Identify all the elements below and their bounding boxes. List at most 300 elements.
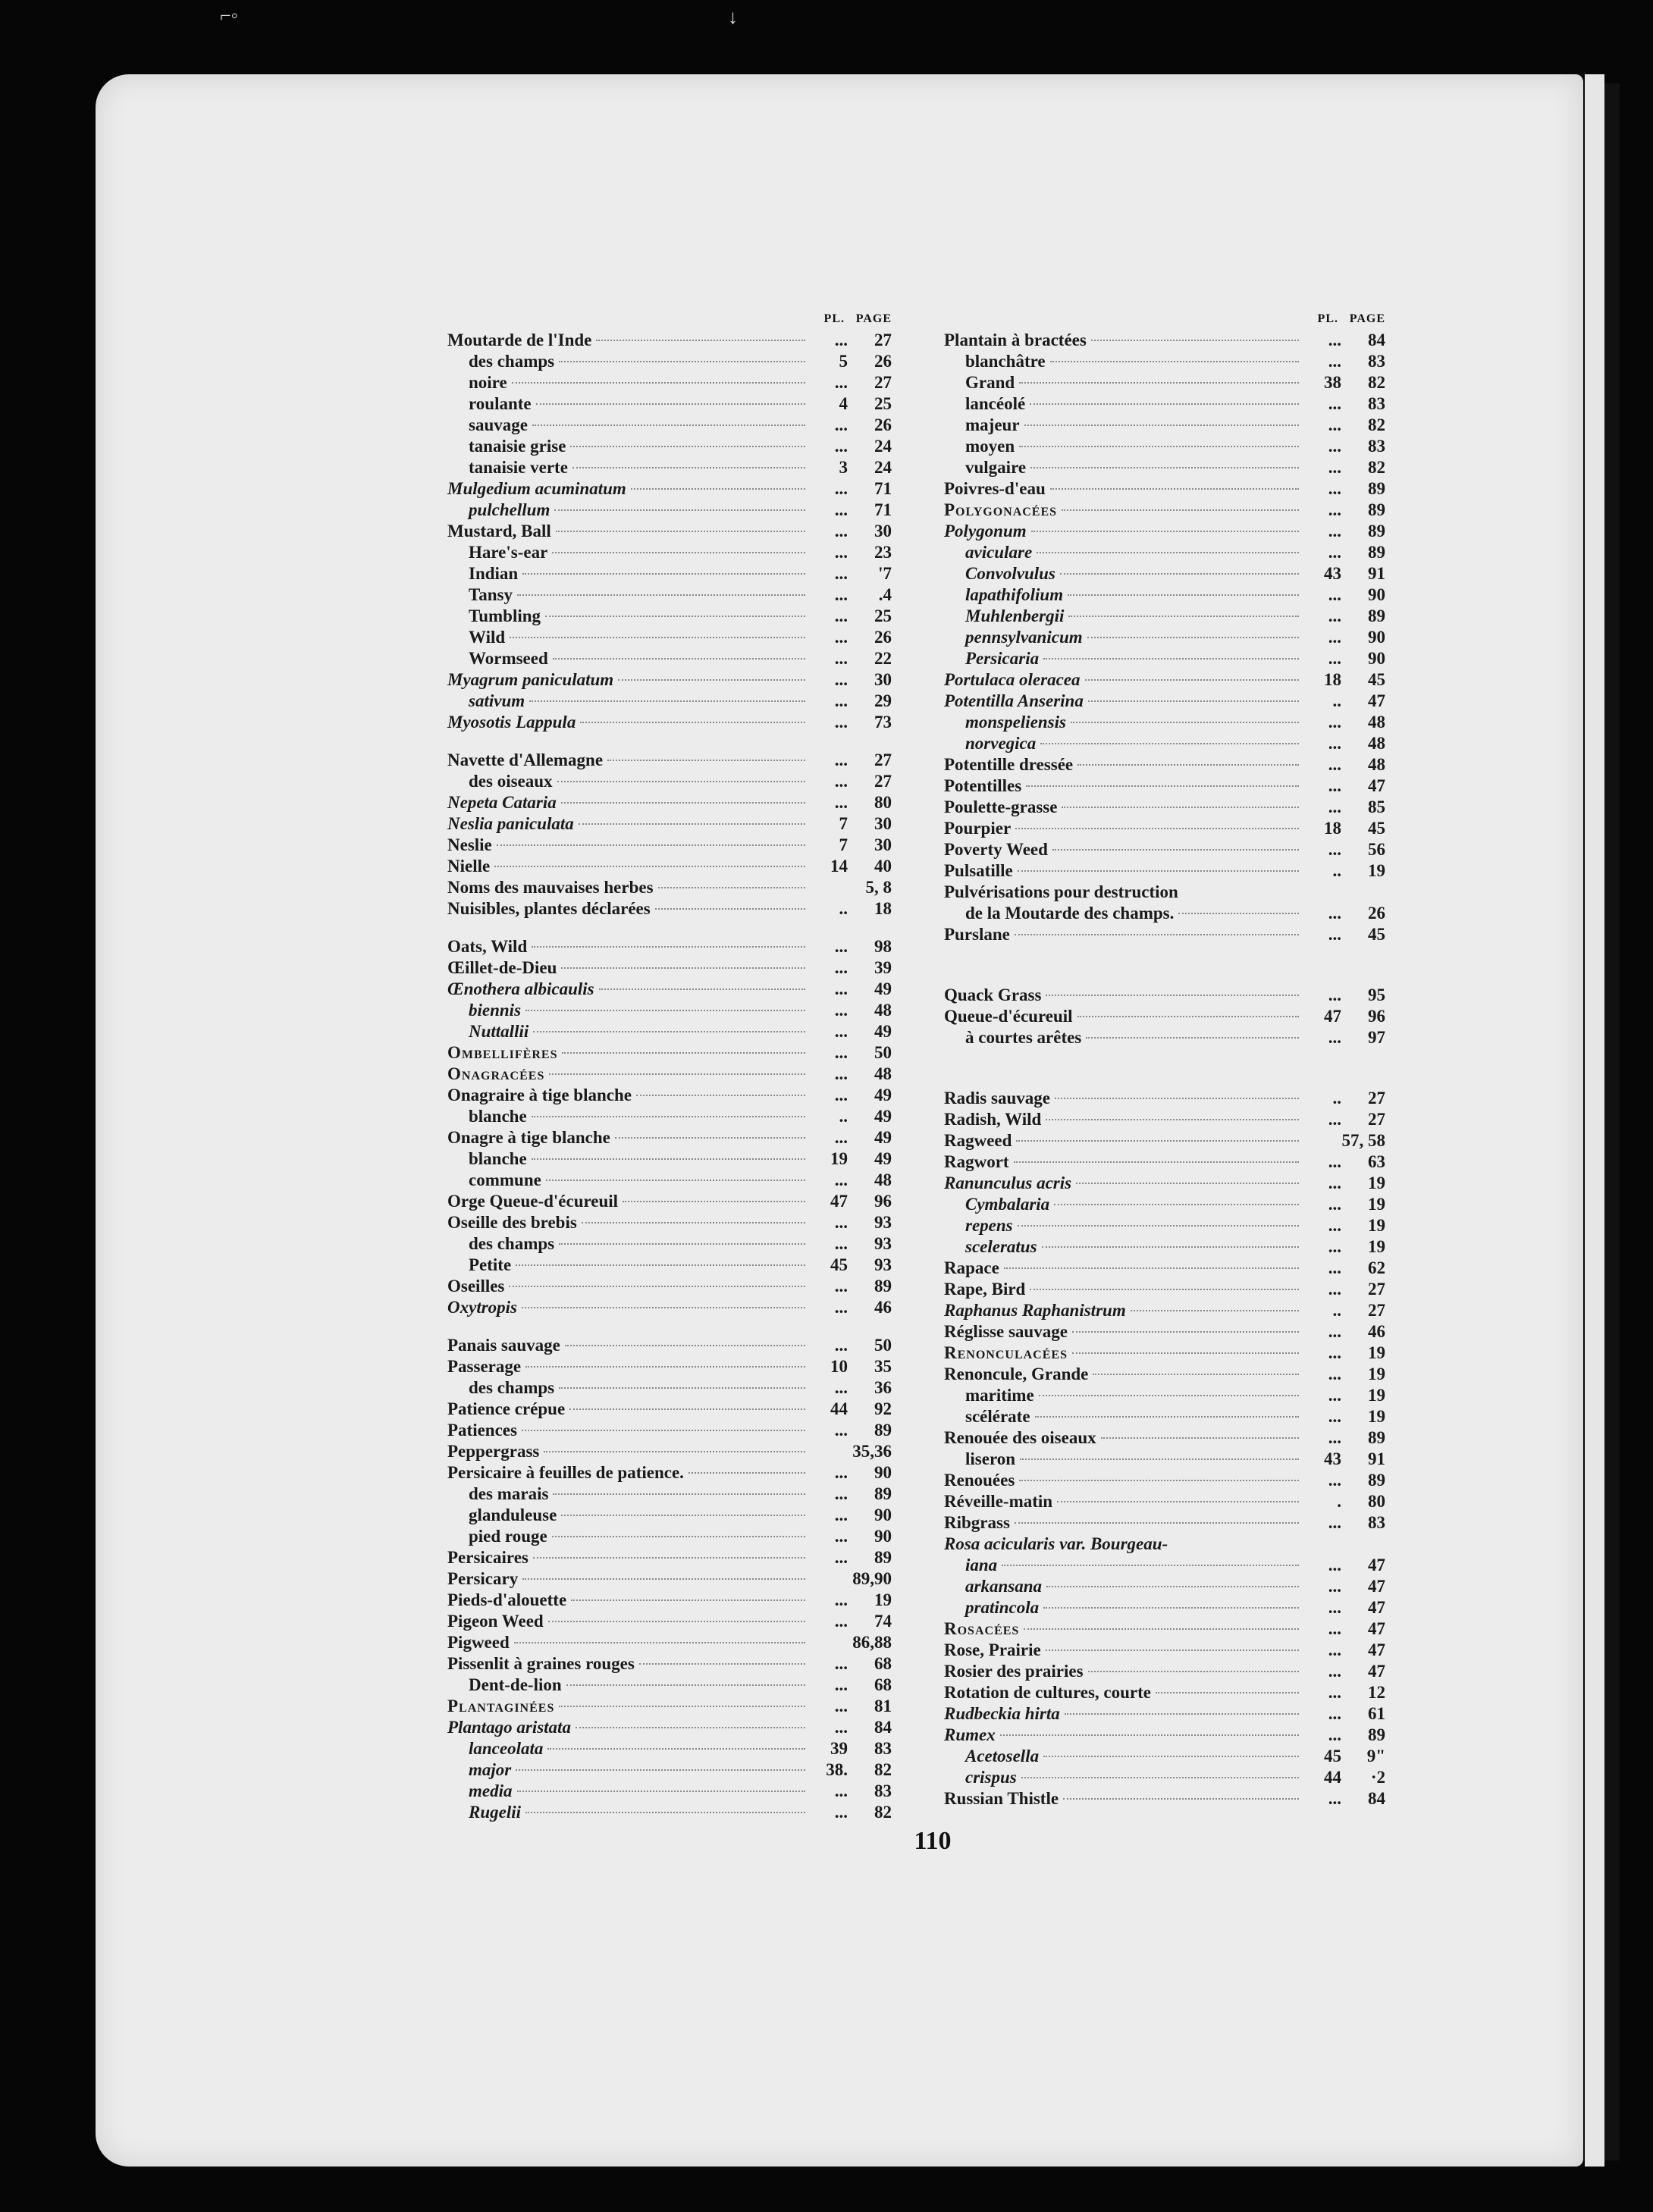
entry-plate: ... xyxy=(834,1234,848,1253)
entry-page: 85 xyxy=(1368,797,1385,816)
entry-name: major xyxy=(469,1760,512,1779)
index-entry xyxy=(447,585,892,606)
entry-plate: ... xyxy=(834,750,848,769)
index-entry xyxy=(944,1343,1385,1364)
leader-dots xyxy=(1046,1119,1299,1120)
entry-page: 91 xyxy=(1368,1449,1385,1468)
entry-name: Purslane xyxy=(944,925,1010,944)
entry-plate: ... xyxy=(1328,1556,1341,1574)
entry-plate: ... xyxy=(1328,628,1341,647)
entry-page: 48 xyxy=(874,1170,892,1189)
index-entry xyxy=(447,649,892,670)
entry-name: des champs xyxy=(469,1234,555,1253)
index-entry xyxy=(447,628,892,649)
index-entry xyxy=(944,415,1385,437)
index-entry xyxy=(944,1237,1385,1258)
index-entry xyxy=(447,331,892,352)
leader-dots xyxy=(522,573,805,575)
entry-page: 30 xyxy=(874,670,892,689)
entry-page: 30 xyxy=(874,814,892,833)
entry-page: 97 xyxy=(1368,1028,1385,1047)
leader-dots xyxy=(623,1201,805,1202)
leader-dots xyxy=(1043,1756,1299,1757)
entry-name: Œillet-de-Dieu xyxy=(447,958,557,977)
leader-dots xyxy=(1131,1310,1299,1311)
entry-plate: ... xyxy=(1328,734,1341,753)
entry-plate: ... xyxy=(834,522,848,540)
entry-name: Peppergrass xyxy=(447,1442,540,1461)
entry-name: Nuisibles, plantes déclarées xyxy=(447,899,651,918)
leader-dots xyxy=(536,403,805,405)
index-entry xyxy=(447,522,892,543)
entry-plate: ... xyxy=(834,543,848,562)
entry-name: Moutarde de l'Inde xyxy=(447,331,592,349)
entry-name: pulchellum xyxy=(469,500,550,519)
entry-page: 49 xyxy=(874,979,892,998)
entry-plate: ... xyxy=(834,1590,848,1609)
entry-name: Poivres-d'eau xyxy=(944,479,1046,498)
entry-name: Nuttallii xyxy=(469,1022,529,1041)
entry-plate: ... xyxy=(834,1064,848,1083)
entry-name: Ombellifères xyxy=(447,1043,558,1062)
entry-page: 89 xyxy=(1368,1471,1385,1490)
index-entry xyxy=(944,1662,1385,1683)
entry-name: roulante xyxy=(469,394,532,413)
entry-name: blanchâtre xyxy=(965,352,1046,371)
leader-dots xyxy=(658,887,805,888)
index-entry xyxy=(447,1298,892,1319)
leader-dots xyxy=(566,1684,805,1686)
index-entry xyxy=(944,1619,1385,1640)
entry-page: 27 xyxy=(874,331,892,349)
header-pl: PL. xyxy=(1317,312,1338,325)
entry-page: 89,90 xyxy=(852,1569,892,1588)
entry-name: Renouée des oiseaux xyxy=(944,1428,1096,1447)
leader-dots xyxy=(1019,382,1299,384)
entry-page: 57, 58 xyxy=(1341,1131,1385,1150)
index-entry xyxy=(944,1534,1385,1556)
index-entry xyxy=(944,1768,1385,1789)
leader-dots xyxy=(1046,1650,1299,1651)
entry-name: Neslie xyxy=(447,835,492,854)
entry-page: 83 xyxy=(1368,394,1385,413)
index-entry xyxy=(944,776,1385,797)
leader-dots xyxy=(557,781,805,782)
index-entry xyxy=(447,1170,892,1192)
leader-dots xyxy=(561,802,805,804)
index-entry xyxy=(944,1789,1385,1810)
entry-page: 46 xyxy=(1368,1322,1385,1341)
leader-dots xyxy=(546,1180,805,1181)
index-entry xyxy=(944,925,1385,946)
index-entry xyxy=(447,1484,892,1505)
leader-dots xyxy=(1004,1267,1299,1269)
index-entry xyxy=(944,1089,1385,1110)
leader-dots xyxy=(1002,1565,1299,1566)
entry-page: 90 xyxy=(1368,649,1385,668)
entry-page: 27 xyxy=(874,772,892,791)
entry-name: Nepeta Cataria xyxy=(447,793,557,812)
entry-plate: ... xyxy=(1328,479,1341,498)
entry-plate: .. xyxy=(1332,1089,1341,1108)
entry-page: 19 xyxy=(1368,861,1385,880)
entry-page: 27 xyxy=(874,373,892,392)
entry-name: Rosa acicularis var. Bourgeau- xyxy=(944,1534,1168,1553)
entry-plate: 38. xyxy=(826,1760,848,1779)
entry-page: 89 xyxy=(1368,500,1385,519)
entry-page: 50 xyxy=(874,1043,892,1062)
entry-page: 68 xyxy=(874,1675,892,1694)
leader-dots xyxy=(615,1137,805,1139)
entry-page: 74 xyxy=(874,1612,892,1631)
index-entries xyxy=(447,331,892,1824)
entry-name: pennsylvanicum xyxy=(965,628,1083,647)
entry-name: lapathifolium xyxy=(965,585,1064,604)
entry-name: tanaisie grise xyxy=(469,437,566,456)
leader-dots xyxy=(559,1387,805,1389)
leader-dots xyxy=(1071,722,1299,723)
entry-name: lancéolé xyxy=(965,394,1026,413)
entry-name: Polygonum xyxy=(944,522,1027,540)
leader-dots xyxy=(631,488,805,490)
entry-page: 19 xyxy=(1368,1237,1385,1256)
entry-name: Myosotis Lappula xyxy=(447,713,576,732)
leader-dots xyxy=(1088,1671,1299,1672)
entry-name: Pulvérisations pour destruction xyxy=(944,882,1178,901)
index-entry xyxy=(447,1718,892,1739)
index-entry xyxy=(944,352,1385,373)
index-entry xyxy=(944,1747,1385,1768)
index-entry xyxy=(944,1131,1385,1152)
entry-name: Potentilla Anserina xyxy=(944,691,1084,710)
entry-name: tanaisie verte xyxy=(469,458,568,477)
index-entry xyxy=(944,734,1385,755)
header-pl: PL. xyxy=(823,312,845,325)
index-entries xyxy=(944,331,1385,1810)
entry-name: Poverty Weed xyxy=(944,840,1048,859)
entry-page: 46 xyxy=(874,1298,892,1317)
entry-plate: 18 xyxy=(1324,670,1341,689)
entry-plate: ... xyxy=(1328,1640,1341,1659)
entry-plate: ... xyxy=(1328,1598,1341,1617)
entry-page: 45 xyxy=(1368,925,1385,944)
index-entry xyxy=(447,857,892,878)
entry-page: 47 xyxy=(1368,1577,1385,1596)
entry-name: arkansana xyxy=(965,1577,1042,1596)
leader-dots xyxy=(545,616,805,617)
entry-name: Indian xyxy=(469,564,519,583)
entry-page: 83 xyxy=(874,1781,892,1800)
entry-name: pied rouge xyxy=(469,1527,547,1546)
entry-page: 27 xyxy=(1368,1301,1385,1320)
entry-page: 25 xyxy=(874,394,892,413)
entry-plate: ... xyxy=(1328,1619,1341,1638)
entry-name: Renouées xyxy=(944,1471,1015,1490)
entry-name: Rape, Bird xyxy=(944,1280,1026,1299)
index-entry xyxy=(944,564,1385,585)
entry-plate: ... xyxy=(1328,500,1341,519)
leader-dots xyxy=(525,1010,805,1011)
leader-dots xyxy=(1055,1098,1299,1099)
leader-dots xyxy=(514,1642,805,1643)
entry-name: Quack Grass xyxy=(944,985,1042,1004)
index-entry xyxy=(944,1110,1385,1131)
entry-plate: 14 xyxy=(830,857,848,876)
leader-dots xyxy=(544,1451,805,1452)
leader-dots xyxy=(561,967,805,969)
leader-dots xyxy=(554,509,805,511)
index-entry xyxy=(447,1675,892,1697)
entry-name: Réglisse sauvage xyxy=(944,1322,1068,1341)
entry-name: Tumbling xyxy=(469,606,541,625)
leader-dots xyxy=(572,467,805,468)
entry-plate: 3 xyxy=(839,458,848,477)
entry-name: des champs xyxy=(469,1378,555,1397)
entry-plate: ... xyxy=(834,479,848,498)
leader-dots xyxy=(580,722,805,723)
entry-page: 19 xyxy=(1368,1364,1385,1383)
entry-plate: ... xyxy=(1328,1704,1341,1723)
index-entry xyxy=(944,1386,1385,1407)
index-entry xyxy=(944,985,1385,1007)
index-entry xyxy=(447,1654,892,1675)
entry-page: 35 xyxy=(874,1357,892,1376)
entry-name: Polygonacées xyxy=(944,500,1058,519)
entry-page: 82 xyxy=(1368,373,1385,392)
index-entry xyxy=(944,1195,1385,1216)
leader-dots xyxy=(1072,1352,1299,1354)
entry-plate: ... xyxy=(1328,1407,1341,1426)
entry-page: 19 xyxy=(1368,1386,1385,1405)
index-entry xyxy=(944,1492,1385,1513)
entry-plate: 7 xyxy=(839,814,848,833)
entry-page: .4 xyxy=(878,585,892,604)
leader-dots xyxy=(1060,573,1299,575)
entry-page: 27 xyxy=(1368,1110,1385,1129)
leader-dots xyxy=(525,1812,805,1813)
entry-plate: ... xyxy=(834,1781,848,1800)
leader-dots xyxy=(1042,1246,1299,1248)
entry-name: crispus xyxy=(965,1768,1017,1787)
index-entry xyxy=(447,1255,892,1277)
entry-plate: ... xyxy=(1328,649,1341,668)
entry-page: 84 xyxy=(1368,331,1385,349)
entry-plate: ... xyxy=(834,606,848,625)
entry-page: 47 xyxy=(1368,1619,1385,1638)
entry-page: 24 xyxy=(874,437,892,456)
index-entry xyxy=(944,331,1385,352)
index-entry xyxy=(944,1683,1385,1704)
entry-plate: ... xyxy=(834,1170,848,1189)
entry-page: 89 xyxy=(874,1421,892,1440)
entry-plate: ... xyxy=(1328,1471,1341,1490)
entry-name: Rugelii xyxy=(469,1803,522,1822)
entry-name: Navette d'Allemagne xyxy=(447,750,604,769)
entry-plate: 7 xyxy=(839,835,848,854)
index-entry xyxy=(447,1633,892,1654)
index-entry xyxy=(447,1760,892,1781)
entry-page: 90 xyxy=(874,1463,892,1482)
entry-page: 80 xyxy=(874,793,892,812)
leader-dots xyxy=(494,866,805,867)
index-entry xyxy=(944,1322,1385,1343)
leader-dots xyxy=(517,594,805,596)
leader-dots xyxy=(547,1748,805,1750)
index-entry xyxy=(944,1173,1385,1195)
entry-name: lanceolata xyxy=(469,1739,544,1758)
entry-page: 50 xyxy=(874,1336,892,1355)
index-entry xyxy=(447,1107,892,1128)
entry-page: 93 xyxy=(874,1234,892,1253)
entry-page: 80 xyxy=(1368,1492,1385,1511)
index-entry xyxy=(944,585,1385,606)
leader-dots xyxy=(688,1472,805,1474)
index-entry xyxy=(447,606,892,628)
leader-dots xyxy=(562,1052,805,1054)
entry-page: 26 xyxy=(874,628,892,647)
entry-plate: ... xyxy=(834,1277,848,1296)
entry-plate: ... xyxy=(834,649,848,668)
entry-name: blanche xyxy=(469,1149,527,1168)
entry-name: Radish, Wild xyxy=(944,1110,1042,1129)
index-entry xyxy=(447,564,892,585)
entry-page: 90 xyxy=(1368,628,1385,647)
entry-plate: ... xyxy=(834,1718,848,1737)
entry-name: Muhlenbergii xyxy=(965,606,1065,625)
index-entry xyxy=(944,1152,1385,1173)
entry-page: 71 xyxy=(874,500,892,519)
entry-name: scélérate xyxy=(965,1407,1030,1426)
index-entry xyxy=(447,691,892,713)
entry-name: Onagracées xyxy=(447,1064,545,1083)
entry-page: 89 xyxy=(1368,1725,1385,1744)
entry-plate: 18 xyxy=(1324,819,1341,838)
index-entry xyxy=(944,437,1385,458)
entry-plate: ... xyxy=(834,373,848,392)
entry-plate: ... xyxy=(1328,985,1341,1004)
entry-name: Onagraire à tige blanche xyxy=(447,1086,632,1104)
entry-page: 27 xyxy=(874,750,892,769)
index-entry xyxy=(447,1590,892,1612)
index-entry xyxy=(944,755,1385,776)
entry-name: maritime xyxy=(965,1386,1034,1405)
entry-page: 93 xyxy=(874,1255,892,1274)
entry-page: 71 xyxy=(874,479,892,498)
entry-page: 19 xyxy=(1368,1407,1385,1426)
entry-plate: ... xyxy=(1328,1258,1341,1277)
leader-dots xyxy=(1019,1480,1299,1481)
entry-name: Persicaires xyxy=(447,1548,529,1567)
leader-dots xyxy=(553,658,805,660)
entry-plate: ... xyxy=(1328,713,1341,732)
entry-plate: ... xyxy=(1328,925,1341,944)
entry-page: 84 xyxy=(874,1718,892,1737)
leader-dots xyxy=(1018,870,1299,872)
entry-name: Orge Queue-d'écureuil xyxy=(447,1192,619,1211)
entry-name: Poulette-grasse xyxy=(944,797,1058,816)
entry-page: 83 xyxy=(874,1739,892,1758)
entry-plate: ... xyxy=(1328,1662,1341,1681)
entry-name: Rosacées xyxy=(944,1619,1020,1638)
entry-plate: ... xyxy=(834,1612,848,1631)
entry-name: Pourpier xyxy=(944,819,1012,838)
index-entry xyxy=(447,1001,892,1022)
leader-dots xyxy=(509,1286,805,1287)
index-entry xyxy=(447,1781,892,1803)
index-entry xyxy=(447,1378,892,1399)
entry-name: moyen xyxy=(965,437,1015,456)
leader-dots xyxy=(532,946,805,948)
entry-plate: 44 xyxy=(830,1399,848,1418)
entry-page: 27 xyxy=(1368,1089,1385,1108)
entry-name: Passerage xyxy=(447,1357,522,1376)
entry-page: 19 xyxy=(1368,1343,1385,1362)
leader-dots xyxy=(1030,403,1299,405)
entry-plate: ... xyxy=(834,793,848,812)
entry-page: 82 xyxy=(874,1803,892,1822)
entry-name: Rumex xyxy=(944,1725,996,1744)
entry-plate: ... xyxy=(1328,904,1341,923)
entry-name: Oseilles xyxy=(447,1277,505,1296)
entry-name: Pulsatille xyxy=(944,861,1013,880)
entry-page: 56 xyxy=(1368,840,1385,859)
entry-plate: ... xyxy=(1328,606,1341,625)
entry-name: Plantago aristata xyxy=(447,1718,571,1737)
entry-page: 90 xyxy=(874,1505,892,1524)
leader-dots xyxy=(1039,1395,1299,1396)
leader-dots xyxy=(1026,785,1299,787)
leader-dots xyxy=(559,1706,805,1707)
entry-name: Mulgedium acuminatum xyxy=(447,479,626,498)
entry-page: 27 xyxy=(1368,1280,1385,1299)
column-header xyxy=(944,312,1385,331)
leader-dots xyxy=(1046,1586,1299,1587)
entry-page: 98 xyxy=(874,937,892,956)
entry-page: 81 xyxy=(874,1697,892,1715)
entry-plate: 19 xyxy=(830,1149,848,1168)
entry-page: 47 xyxy=(1368,691,1385,710)
index-entry xyxy=(447,814,892,835)
entry-name: Grand xyxy=(965,373,1015,392)
leader-dots xyxy=(607,760,805,761)
index-entry xyxy=(447,1548,892,1569)
entry-page: 82 xyxy=(1368,415,1385,434)
leader-dots xyxy=(1077,764,1299,766)
index-entry xyxy=(447,979,892,1001)
entry-plate: ... xyxy=(834,1654,848,1673)
entry-plate: ... xyxy=(834,1463,848,1482)
entry-plate: . xyxy=(1337,1492,1341,1511)
leader-dots xyxy=(1031,531,1299,532)
corner-mark: ⌐◦ xyxy=(220,5,238,27)
entry-page: 29 xyxy=(874,691,892,710)
entry-page: 89 xyxy=(874,1277,892,1296)
entry-page: 5, 8 xyxy=(865,878,892,897)
leader-dots xyxy=(548,1621,805,1622)
entry-page: 96 xyxy=(874,1192,892,1211)
entry-plate: ... xyxy=(1328,458,1341,477)
entry-plate: 10 xyxy=(830,1357,848,1376)
entry-page: 89 xyxy=(874,1548,892,1567)
index-entry xyxy=(447,937,892,958)
entry-page: 24 xyxy=(874,458,892,477)
leader-dots xyxy=(1063,1798,1299,1800)
entry-name: Patiences xyxy=(447,1421,517,1440)
entry-name: Myagrum paniculatum xyxy=(447,670,614,689)
entry-page: 19 xyxy=(1368,1195,1385,1214)
entry-plate: ... xyxy=(834,1336,848,1355)
leader-dots xyxy=(1068,616,1299,617)
